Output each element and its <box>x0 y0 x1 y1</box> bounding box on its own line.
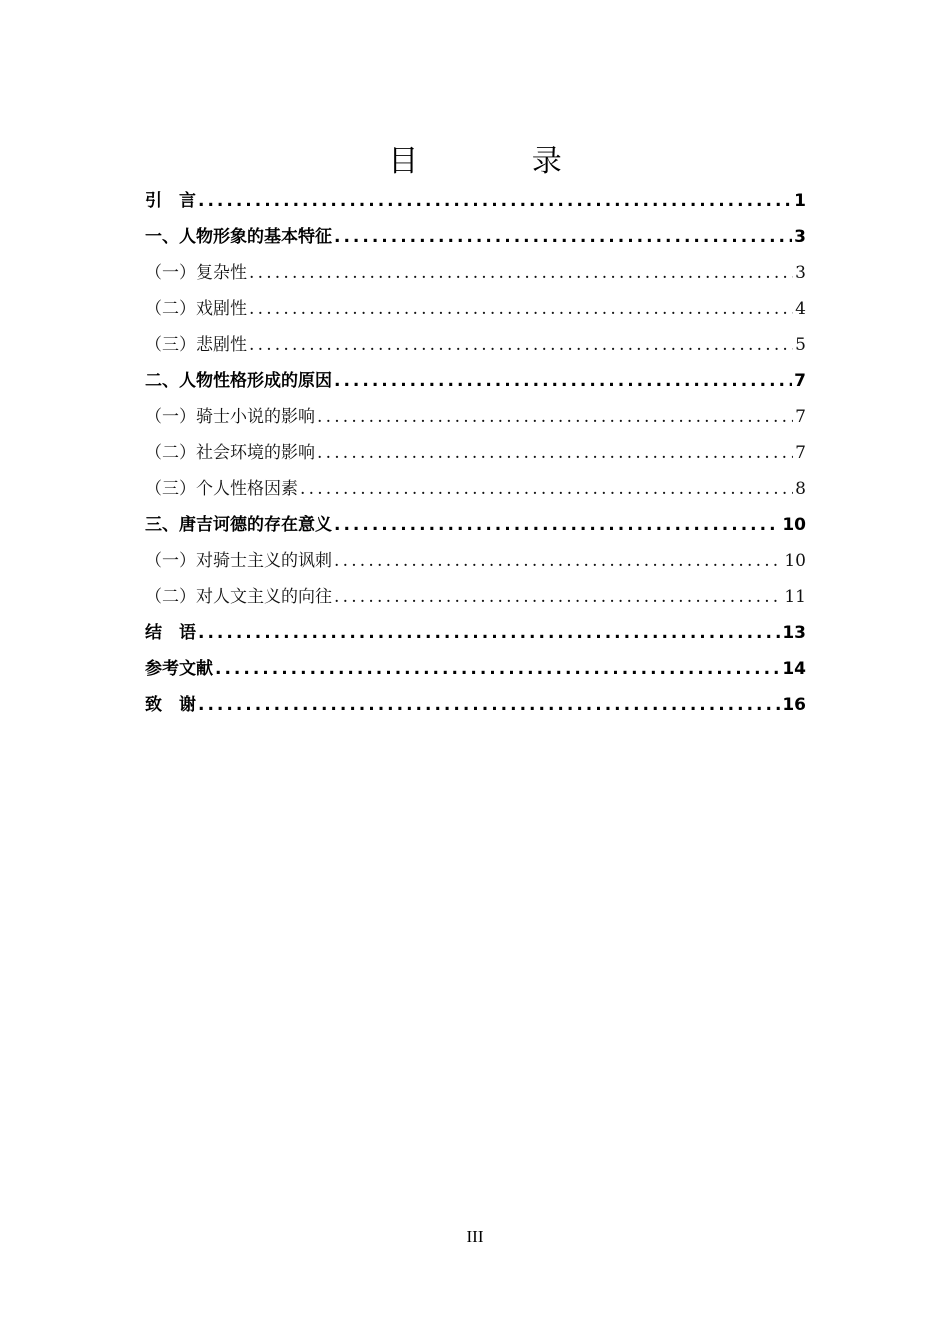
dot-leader <box>334 219 792 255</box>
table-of-contents <box>145 183 806 723</box>
toc-entry-label: （一）对骑士主义的讽刺 <box>145 551 332 571</box>
toc-entry-page: 1 <box>794 191 806 211</box>
page-title: 目 录 <box>388 144 614 179</box>
dot-leader <box>249 291 793 327</box>
toc-entry-section-2-1[interactable] <box>145 399 806 435</box>
page-number: III <box>466 1227 484 1246</box>
toc-entry-label: （二）戏剧性 <box>145 299 247 319</box>
dot-leader <box>334 579 782 615</box>
toc-entry-conclusion[interactable] <box>145 615 806 651</box>
dot-leader <box>198 183 792 219</box>
toc-entry-references[interactable] <box>145 651 806 687</box>
toc-entry-page: 4 <box>795 299 806 319</box>
toc-entry-section-1-1[interactable] <box>145 255 806 291</box>
dot-leader <box>215 651 780 687</box>
toc-entry-introduction[interactable] <box>145 183 806 219</box>
toc-entry-page: 16 <box>782 695 806 715</box>
toc-entry-chapter-2[interactable] <box>145 363 806 399</box>
toc-entry-label: 引 言 <box>145 191 196 211</box>
dot-leader <box>198 687 780 723</box>
dot-leader <box>249 327 793 363</box>
toc-entry-page: 13 <box>782 623 806 643</box>
toc-entry-section-1-2[interactable] <box>145 291 806 327</box>
toc-entry-label: （二）对人文主义的向往 <box>145 587 332 607</box>
toc-entry-label: （三）个人性格因素 <box>145 479 298 499</box>
toc-entry-section-1-3[interactable] <box>145 327 806 363</box>
dot-leader <box>317 435 793 471</box>
toc-entry-label: （二）社会环境的影响 <box>145 443 315 463</box>
toc-entry-page: 14 <box>782 659 806 679</box>
toc-entry-page: 7 <box>795 407 806 427</box>
dot-leader <box>300 471 793 507</box>
toc-entry-page: 10 <box>784 551 806 571</box>
dot-leader <box>334 363 792 399</box>
toc-entry-page: 10 <box>782 515 806 535</box>
toc-entry-label: 结 语 <box>145 623 196 643</box>
toc-entry-acknowledgements[interactable] <box>145 687 806 723</box>
toc-entry-page: 7 <box>795 443 806 463</box>
dot-leader <box>198 615 780 651</box>
toc-entry-section-2-2[interactable] <box>145 435 806 471</box>
toc-entry-page: 11 <box>784 587 806 607</box>
toc-entry-page: 5 <box>795 335 806 355</box>
toc-entry-label: （一）复杂性 <box>145 263 247 283</box>
toc-entry-page: 7 <box>794 371 806 391</box>
dot-leader <box>249 255 793 291</box>
toc-entry-chapter-3[interactable] <box>145 507 806 543</box>
dot-leader <box>334 543 782 579</box>
toc-entry-section-3-1[interactable] <box>145 543 806 579</box>
toc-entry-section-3-2[interactable] <box>145 579 806 615</box>
dot-leader <box>334 507 780 543</box>
toc-entry-label: 一、人物形象的基本特征 <box>145 227 332 247</box>
toc-entry-label: 致 谢 <box>145 695 196 715</box>
toc-entry-page: 3 <box>795 263 806 283</box>
toc-entry-page: 8 <box>795 479 806 499</box>
toc-entry-label: 参考文献 <box>145 659 213 679</box>
toc-entry-label: 三、唐吉诃德的存在意义 <box>145 515 332 535</box>
dot-leader <box>317 399 793 435</box>
toc-entry-label: （三）悲剧性 <box>145 335 247 355</box>
toc-entry-page: 3 <box>794 227 806 247</box>
toc-entry-label: （一）骑士小说的影响 <box>145 407 315 427</box>
toc-entry-label: 二、人物性格形成的原因 <box>145 371 332 391</box>
toc-entry-section-2-3[interactable] <box>145 471 806 507</box>
toc-entry-chapter-1[interactable] <box>145 219 806 255</box>
